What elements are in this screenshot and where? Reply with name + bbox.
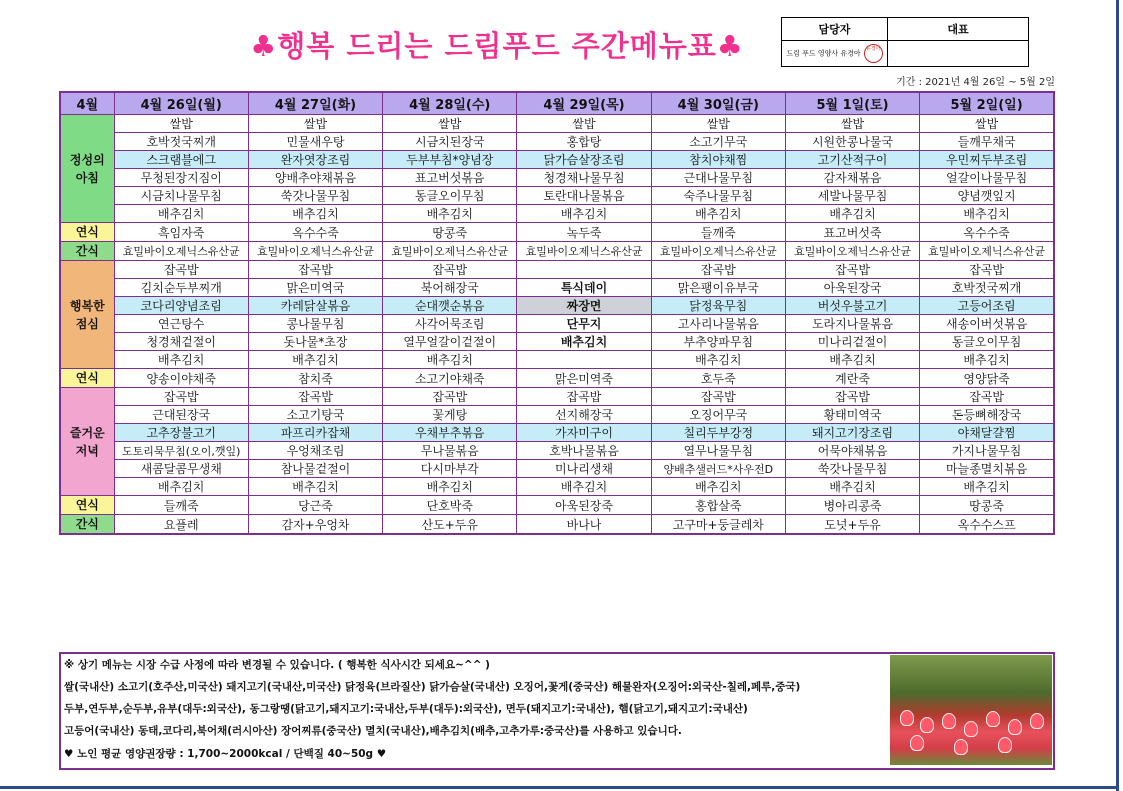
menu-cell: 호박젓국찌개 bbox=[114, 133, 248, 151]
menu-cell: 얼갈이나물무침 bbox=[920, 169, 1054, 187]
menu-cell: 땅콩죽 bbox=[920, 496, 1054, 515]
lunch-row bbox=[60, 333, 1054, 351]
menu-cell: 효밀바이오제닉스유산균 bbox=[248, 242, 382, 261]
menu-cell: 들깨죽 bbox=[651, 223, 785, 242]
menu-cell: 콩나물무침 bbox=[248, 315, 382, 333]
menu-cell: 맑은팽이유부국 bbox=[651, 279, 785, 297]
day-header: 4월 30일(금) bbox=[651, 92, 785, 115]
note-line: 고등어(국내산) 동태,코다리,북어채(러시아산) 장어찌류(중국산) 멸치(국내산),배추김치(배추,고추가루:중국산)를 사용하고 있습니다. bbox=[64, 725, 682, 737]
menu-cell: 잡곡밥 bbox=[114, 261, 248, 279]
menu-cell bbox=[517, 351, 651, 369]
ceo-header: 대표 bbox=[888, 18, 1029, 41]
menu-cell: 배추김치 bbox=[248, 478, 382, 496]
dinner-row bbox=[60, 460, 1054, 478]
porridge-row bbox=[60, 369, 1054, 388]
menu-cell: 잡곡밥 bbox=[651, 261, 785, 279]
breakfast-row bbox=[60, 115, 1054, 133]
menu-cell: 미나리생채 bbox=[517, 460, 651, 478]
note-line: 두부,연두부,순두부,유부(대두:외국산), 동그랑땡(닭고기,돼지고기:국내산,두부(대두):외국산), 면두(돼지고기:국내산), 햄(닭고기,돼지고기:국내산) bbox=[64, 703, 748, 715]
menu-cell: 순대깻순볶음 bbox=[383, 297, 517, 315]
menu-cell: 카레닭살볶음 bbox=[248, 297, 382, 315]
menu-cell: 닭가슴살장조림 bbox=[517, 151, 651, 169]
menu-cell: 쌀밥 bbox=[651, 115, 785, 133]
menu-cell: 녹두죽 bbox=[517, 223, 651, 242]
menu-cell: 부추양파무침 bbox=[651, 333, 785, 351]
menu-cell: 소고기야채죽 bbox=[383, 369, 517, 388]
menu-cell: 우민찌두부조림 bbox=[920, 151, 1054, 169]
menu-cell: 특식데이 bbox=[517, 279, 651, 297]
lunch-row bbox=[60, 315, 1054, 333]
menu-cell: 양송이야채죽 bbox=[114, 369, 248, 388]
menu-cell: 완자엿장조림 bbox=[248, 151, 382, 169]
menu-cell: 꽃게탕 bbox=[383, 406, 517, 424]
menu-cell: 다시마부각 bbox=[383, 460, 517, 478]
menu-cell: 쌀밥 bbox=[114, 115, 248, 133]
menu-cell: 효밀바이오제닉스유산균 bbox=[114, 242, 248, 261]
tulip-photo bbox=[890, 655, 1052, 765]
menu-cell: 효밀바이오제닉스유산균 bbox=[383, 242, 517, 261]
menu-cell: 스크램블에그 bbox=[114, 151, 248, 169]
dinner-row bbox=[60, 442, 1054, 460]
menu-cell: 잡곡밥 bbox=[114, 388, 248, 406]
menu-cell: 병아리콩죽 bbox=[785, 496, 919, 515]
menu-cell: 아욱된장국 bbox=[785, 279, 919, 297]
porridge-row bbox=[60, 223, 1054, 242]
note-line: 쌀(국내산) 소고기(호주산,미국산) 돼지고기(국내산,미국산) 닭정육(브라질산) 닭가슴살(국내산) 오징어,꽃게(중국산) 해물완자(오징어:외국산-칠레,페루,중국) bbox=[64, 681, 801, 693]
menu-cell: 돗나물*초장 bbox=[248, 333, 382, 351]
note-line: ♥ 노인 평균 영양권장량 : 1,700~2000kcal / 단백질 40~50g ♥ bbox=[64, 748, 387, 760]
dinner-row bbox=[60, 478, 1054, 496]
menu-cell: 고구마+둥글레차 bbox=[651, 515, 785, 535]
menu-cell bbox=[517, 261, 651, 279]
day-header: 4월 29일(목) bbox=[517, 92, 651, 115]
dinner-label: 즐거운 저녁 bbox=[60, 388, 114, 496]
menu-cell: 칠리두부강정 bbox=[651, 424, 785, 442]
menu-cell: 도토리묵무침(오이,깻잎) bbox=[114, 442, 248, 460]
lunch-row bbox=[60, 351, 1054, 369]
note-line: ※ 상기 메뉴는 시장 수급 사정에 따라 변경될 수 있습니다. ( 행복한 식사시간 되세요~^^ ) bbox=[64, 659, 490, 671]
weekly-menu-table bbox=[59, 91, 1055, 535]
seal-stamp: 유경아 bbox=[864, 44, 883, 63]
menu-cell: 아욱된장죽 bbox=[517, 496, 651, 515]
menu-cell: 효밀바이오제닉스유산균 bbox=[651, 242, 785, 261]
snack-row bbox=[60, 515, 1054, 535]
menu-cell: 감자채볶음 bbox=[785, 169, 919, 187]
breakfast-row bbox=[60, 169, 1054, 187]
menu-cell: 당근죽 bbox=[248, 496, 382, 515]
menu-cell: 들깨죽 bbox=[114, 496, 248, 515]
menu-cell: 황태미역국 bbox=[785, 406, 919, 424]
menu-cell: 홍합탕 bbox=[517, 133, 651, 151]
menu-cell: 감자+우엉차 bbox=[248, 515, 382, 535]
menu-cell: 야채달걀찜 bbox=[920, 424, 1054, 442]
month-header: 4월 bbox=[60, 92, 114, 115]
menu-cell: 산도+두유 bbox=[383, 515, 517, 535]
menu-cell: 무청된장지짐이 bbox=[114, 169, 248, 187]
breakfast-label: 정성의 아침 bbox=[60, 115, 114, 223]
menu-cell: 소고기무국 bbox=[651, 133, 785, 151]
menu-cell: 잡곡밥 bbox=[517, 388, 651, 406]
menu-cell: 고기산적구이 bbox=[785, 151, 919, 169]
menu-cell: 가지나물무침 bbox=[920, 442, 1054, 460]
menu-cell: 옥수수죽 bbox=[920, 223, 1054, 242]
day-header: 5월 1일(토) bbox=[785, 92, 919, 115]
menu-cell: 잡곡밥 bbox=[920, 388, 1054, 406]
menu-cell: 사각어묵조림 bbox=[383, 315, 517, 333]
page-frame-bottom bbox=[0, 786, 1119, 789]
menu-cell: 쌀밥 bbox=[920, 115, 1054, 133]
porridge-label: 연식 bbox=[60, 496, 114, 515]
menu-cell: 양념깻잎지 bbox=[920, 187, 1054, 205]
menu-cell: 배추김치 bbox=[517, 333, 651, 351]
menu-cell: 근대나물무침 bbox=[651, 169, 785, 187]
menu-cell: 바나나 bbox=[517, 515, 651, 535]
menu-cell: 북어해장국 bbox=[383, 279, 517, 297]
menu-cell: 쌀밥 bbox=[383, 115, 517, 133]
menu-cell: 쌀밥 bbox=[517, 115, 651, 133]
menu-cell: 옥수수죽 bbox=[248, 223, 382, 242]
menu-cell: 잡곡밥 bbox=[920, 261, 1054, 279]
menu-cell: 미나리겉절이 bbox=[785, 333, 919, 351]
menu-cell: 가자미구이 bbox=[517, 424, 651, 442]
menu-cell: 단무지 bbox=[517, 315, 651, 333]
dinner-row bbox=[60, 406, 1054, 424]
menu-cell: 토란대나물볶음 bbox=[517, 187, 651, 205]
dinner-row bbox=[60, 424, 1054, 442]
menu-cell: 배추김치 bbox=[383, 205, 517, 223]
menu-cell: 배추김치 bbox=[651, 205, 785, 223]
menu-cell: 숙주나물무침 bbox=[651, 187, 785, 205]
menu-cell: 양배추샐러드*사우전D bbox=[651, 460, 785, 478]
menu-cell: 호박젓국찌개 bbox=[920, 279, 1054, 297]
menu-cell: 들깨무채국 bbox=[920, 133, 1054, 151]
menu-cell: 흑임자죽 bbox=[114, 223, 248, 242]
menu-cell: 도라지나물볶음 bbox=[785, 315, 919, 333]
menu-cell: 쑥갓나물무침 bbox=[785, 460, 919, 478]
dinner-row bbox=[60, 388, 1054, 406]
menu-cell: 청경채겉절이 bbox=[114, 333, 248, 351]
menu-cell: 배추김치 bbox=[651, 478, 785, 496]
menu-cell: 배추김치 bbox=[383, 478, 517, 496]
menu-cell: 배추김치 bbox=[114, 478, 248, 496]
manager-header: 담당자 bbox=[782, 18, 888, 41]
menu-cell: 옥수수스프 bbox=[920, 515, 1054, 535]
breakfast-row bbox=[60, 151, 1054, 169]
menu-cell: 배추김치 bbox=[248, 351, 382, 369]
menu-cell: 열무얼갈이겉절이 bbox=[383, 333, 517, 351]
porridge-row bbox=[60, 496, 1054, 515]
snack-label: 간식 bbox=[60, 515, 114, 535]
menu-cell: 쌀밥 bbox=[785, 115, 919, 133]
menu-cell: 참치야채찜 bbox=[651, 151, 785, 169]
breakfast-row bbox=[60, 187, 1054, 205]
menu-cell: 잡곡밥 bbox=[248, 388, 382, 406]
lunch-row bbox=[60, 261, 1054, 279]
menu-cell: 쑥갓나물무침 bbox=[248, 187, 382, 205]
menu-cell: 파프리카잡채 bbox=[248, 424, 382, 442]
menu-cell: 양배추야채볶음 bbox=[248, 169, 382, 187]
menu-cell: 잡곡밥 bbox=[785, 388, 919, 406]
day-header: 4월 28일(수) bbox=[383, 92, 517, 115]
menu-cell: 어묵야채볶음 bbox=[785, 442, 919, 460]
menu-cell: 버섯우불고기 bbox=[785, 297, 919, 315]
lunch-row bbox=[60, 279, 1054, 297]
menu-cell: 배추김치 bbox=[517, 478, 651, 496]
menu-cell: 잡곡밥 bbox=[383, 261, 517, 279]
lunch-label: 행복한 점심 bbox=[60, 261, 114, 369]
menu-cell: 고추장불고기 bbox=[114, 424, 248, 442]
menu-cell: 잡곡밥 bbox=[785, 261, 919, 279]
menu-cell: 선지해장국 bbox=[517, 406, 651, 424]
menu-cell: 배추김치 bbox=[920, 205, 1054, 223]
menu-cell: 단호박죽 bbox=[383, 496, 517, 515]
menu-cell: 맑은미역국 bbox=[248, 279, 382, 297]
menu-cell: 잡곡밥 bbox=[383, 388, 517, 406]
menu-cell: 배추김치 bbox=[248, 205, 382, 223]
menu-cell: 표고버섯볶음 bbox=[383, 169, 517, 187]
menu-cell: 우엉채조림 bbox=[248, 442, 382, 460]
menu-cell: 홍합살죽 bbox=[651, 496, 785, 515]
menu-cell: 표고버섯죽 bbox=[785, 223, 919, 242]
manager-name: 드림 푸드 영양사 유경아 bbox=[786, 49, 861, 58]
menu-cell: 배추김치 bbox=[651, 351, 785, 369]
menu-cell: 근대된장국 bbox=[114, 406, 248, 424]
snack-label: 간식 bbox=[60, 242, 114, 261]
breakfast-row bbox=[60, 205, 1054, 223]
porridge-label: 연식 bbox=[60, 223, 114, 242]
menu-cell: 세발나물무침 bbox=[785, 187, 919, 205]
menu-cell: 무나물볶음 bbox=[383, 442, 517, 460]
menu-cell: 참나물겉절이 bbox=[248, 460, 382, 478]
menu-cell: 참치죽 bbox=[248, 369, 382, 388]
day-header: 4월 26일(월) bbox=[114, 92, 248, 115]
menu-cell: 돼지고기장조림 bbox=[785, 424, 919, 442]
page-frame-right bbox=[1116, 0, 1119, 791]
menu-cell: 배추김치 bbox=[383, 351, 517, 369]
menu-cell: 코다리양념조림 bbox=[114, 297, 248, 315]
menu-cell: 땅콩죽 bbox=[383, 223, 517, 242]
menu-cell: 효밀바이오제닉스유산균 bbox=[785, 242, 919, 261]
menu-cell: 닭정육무침 bbox=[651, 297, 785, 315]
menu-cell: 청경채나물무침 bbox=[517, 169, 651, 187]
menu-cell: 요플레 bbox=[114, 515, 248, 535]
menu-cell: 소고기탕국 bbox=[248, 406, 382, 424]
menu-cell: 오징어무국 bbox=[651, 406, 785, 424]
menu-cell: 돈등뼈해장국 bbox=[920, 406, 1054, 424]
day-header: 4월 27일(화) bbox=[248, 92, 382, 115]
menu-cell: 열무나물무침 bbox=[651, 442, 785, 460]
menu-cell: 잡곡밥 bbox=[651, 388, 785, 406]
menu-cell: 시금치된장국 bbox=[383, 133, 517, 151]
approval-box bbox=[781, 17, 1029, 67]
menu-cell: 배추김치 bbox=[114, 351, 248, 369]
period-label: 기간 : 2021년 4월 26일 ~ 5월 2일 bbox=[896, 77, 1055, 88]
menu-cell: 배추김치 bbox=[920, 351, 1054, 369]
menu-cell: 우채부추볶음 bbox=[383, 424, 517, 442]
menu-cell: 도넛+두유 bbox=[785, 515, 919, 535]
menu-cell: 고등어조림 bbox=[920, 297, 1054, 315]
menu-cell: 두부부침*양념장 bbox=[383, 151, 517, 169]
menu-cell: 새콤달콤무생채 bbox=[114, 460, 248, 478]
menu-cell: 민물새우탕 bbox=[248, 133, 382, 151]
menu-cell: 맑은미역죽 bbox=[517, 369, 651, 388]
menu-cell: 동글오이무침 bbox=[920, 333, 1054, 351]
menu-cell: 호두죽 bbox=[651, 369, 785, 388]
menu-cell: 짜장면 bbox=[517, 297, 651, 315]
menu-cell: 새송이버섯볶음 bbox=[920, 315, 1054, 333]
menu-cell: 효밀바이오제닉스유산균 bbox=[920, 242, 1054, 261]
menu-cell: 배추김치 bbox=[920, 478, 1054, 496]
menu-cell: 동글오이무침 bbox=[383, 187, 517, 205]
menu-cell: 배추김치 bbox=[785, 205, 919, 223]
menu-cell: 김치순두부찌개 bbox=[114, 279, 248, 297]
porridge-label: 연식 bbox=[60, 369, 114, 388]
breakfast-row bbox=[60, 133, 1054, 151]
menu-cell: 호박나물볶음 bbox=[517, 442, 651, 460]
menu-cell: 고사리나물볶음 bbox=[651, 315, 785, 333]
day-header: 5월 2일(일) bbox=[920, 92, 1054, 115]
menu-cell: 시금치나물무침 bbox=[114, 187, 248, 205]
header-row bbox=[60, 92, 1054, 115]
menu-cell: 연근탕수 bbox=[114, 315, 248, 333]
lunch-row bbox=[60, 297, 1054, 315]
menu-cell: 계란죽 bbox=[785, 369, 919, 388]
menu-cell: 배추김치 bbox=[785, 478, 919, 496]
menu-cell: 효밀바이오제닉스유산균 bbox=[517, 242, 651, 261]
menu-cell: 쌀밥 bbox=[248, 115, 382, 133]
page-title: ♣행복 드리는 드림푸드 주간메뉴표♣ bbox=[250, 29, 744, 63]
menu-cell: 마늘종멸치볶음 bbox=[920, 460, 1054, 478]
menu-cell: 배추김치 bbox=[114, 205, 248, 223]
menu-cell: 잡곡밥 bbox=[248, 261, 382, 279]
menu-cell: 배추김치 bbox=[785, 351, 919, 369]
manager-signature bbox=[782, 41, 888, 67]
ceo-signature bbox=[888, 41, 1029, 67]
snack-row bbox=[60, 242, 1054, 261]
menu-cell: 영양닭죽 bbox=[920, 369, 1054, 388]
menu-cell: 배추김치 bbox=[517, 205, 651, 223]
menu-cell: 시원한콩나물국 bbox=[785, 133, 919, 151]
